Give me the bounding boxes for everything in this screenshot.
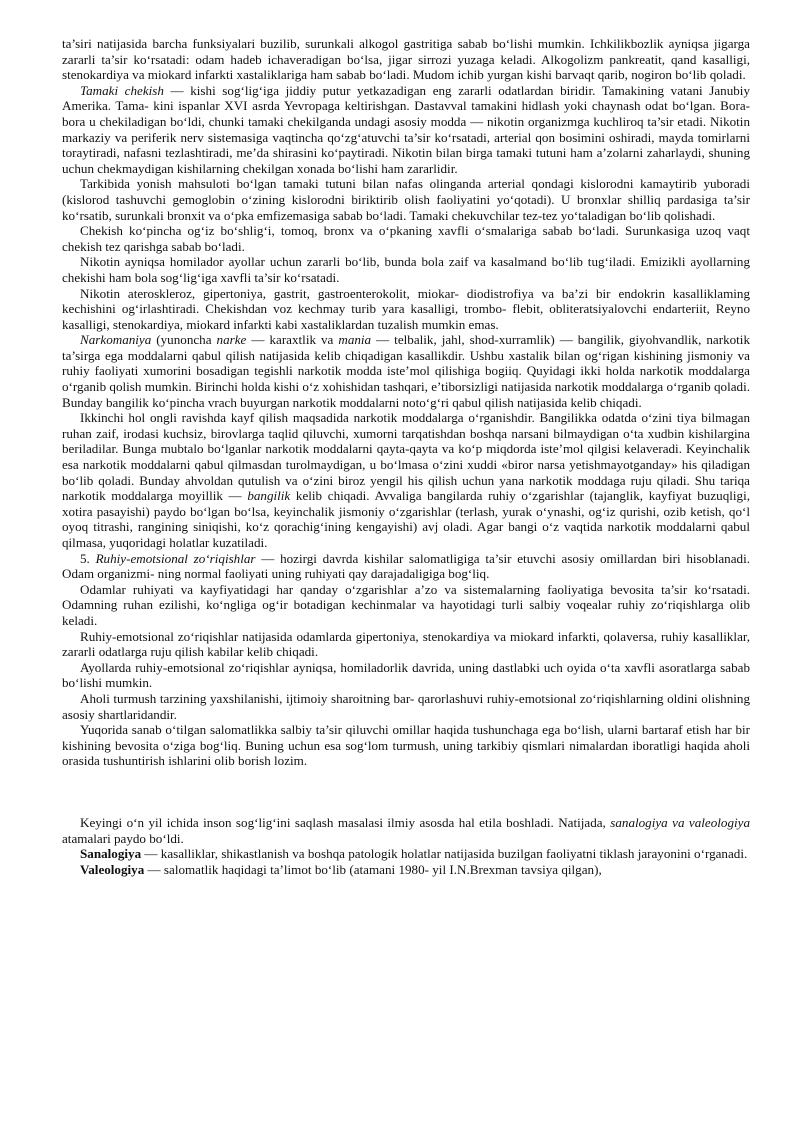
text-run: Odamlar ruhiyati va kayfiyatidagi har qanday o‘zgarishlar a’zo va sistemalarning faoliyatiga bevosita ta’sir ko‘rsatadi. Odamning ruhan ezilishi, ko‘ngliga og‘ir botadigan kechinmalar va hayotidagi turli salbiy voqealar ruhiy zo‘riqishlarga olib keladi. [62,581,750,628]
section-gap [62,769,750,815]
text-run: Nikotin ayniqsa homilador ayollar uchun zararli bo‘lib, bunda bola zaif va kasalmand bo‘lib tug‘iladi. Emizikli ayollarning chekishi ham bola sog‘lig‘iga xavfli ta’sir ko‘rsatadi. [62,254,750,285]
paragraph [62,551,750,582]
paragraph [62,36,750,83]
italic-term: sanalogiya va valeologiya [610,814,750,830]
text-run: 5. [80,550,96,566]
text-run: Ruhiy-emotsional zo‘riqishlar natijasida odamlarda gipertoniya, stenokardiya va miokard infarkti, qolaversa, ruhiy kasalliklar, zararli odatlarga ruju qilish kabilar kelib chiqadi. [62,628,750,660]
text-run: — kasalliklar, shikastlanish va boshqa patologik holatlar natijasida buzilgan faoliyatni tiklash jarayonini o‘rganadi. [141,846,748,862]
text-run: Tarkibida yonish mahsuloti bo‘lgan tamaki tutuni bilan nafas olinganda arterial qondagi kislorodni kamaytirib yuboradi (kislorod tashuvchi gemoglobin o‘zining kislorodni biriktirib olish faoliyatini yo‘qotadi). U bronxlar shilliq pardasiga ta’sir ko‘rsatib, surunkali bronxit va o‘pka emfizemasiga sabab bo‘ladi. Tamaki chekuvchilar tez-tez yo‘taladigan bo‘lib qolishadi. [62,176,750,223]
text-run: atamalari paydo bo‘ldi. [62,830,184,846]
paragraph [62,410,750,550]
paragraph [62,83,750,177]
paragraph [62,691,750,722]
text-run: (yunoncha [151,332,217,348]
text-run: — karaxtlik va [246,332,339,348]
paragraph [62,332,750,410]
paragraph [62,846,750,862]
paragraph [62,862,750,878]
text-run: Ayollarda ruhiy-emotsional zo‘riqishlar ayniqsa, homiladorlik davrida, uning dastlabki uch oyida o‘ta xavfli asoratlarga sabab bo‘lishi mumkin. [62,659,750,691]
italic-term: Narkomaniya [80,332,152,348]
paragraph [62,176,750,223]
text-run: — hozirgi davrda kishilar salomatligiga ta’sir etuvchi asosiy omillardan biri hisoblanadi. Odam organizmi- ning normal faoliyati uning ruhiyati qay darajadaligiga bog‘liq. [62,550,751,582]
italic-term: bangilik [247,488,291,504]
text-run: Yuqorida sanab o‘tilgan salomatlikka salbiy ta’sir qiluvchi omillar haqida tushunchaga ega bo‘lish, ularni bartaraf etish har bir kishining bevosita o‘ziga bog‘liq. Buning uchun esa sog‘lom turmush, uning tarkibiy qismlari nimalardan iboratligi haqida aholi orasida tushuntirish ishlarini olib borish lozim. [62,722,750,769]
text-run: — salomatlik haqidagi ta’limot bo‘lib (atamani 1980- yil I.N.Brexman tavsiya qilgan), [144,861,602,877]
paragraph [62,286,750,333]
paragraph [62,223,750,254]
bold-term: Sanalogiya [80,846,142,862]
text-run: — kishi sog‘lig‘iga jiddiy putur yetkazadigan eng zararli odatlardan biridir. Tamakining vatani Janubiy Amerika. Tama- kini ispanlar XVI asrda Yevropaga keltirishgan. Dastavval tamakini hidlash yoki chaynash odat bo‘lgan. Bora-bora u chekiladigan bo‘ldi, chunki tamaki chekilganda undagi asosiy modda — nikotin organizmga kuchliroq ta’sir etadi. Nikotin markaziy va periferik nerv sistemasiga vaqtincha qo‘zg‘atuvchi ta’sir ko‘rsatadi, arterial qon bosimini oshiradi, mayda tomirlarni toraytiradi, nafasni tezlashtiradi, me’da shirasini ko‘paytiradi. Nikotin bilan birga tamaki tutuni ham a’zolarni zaharlaydi, shuning uchun chekmaydigan kishilarning chekilgan xonada bo‘lishi ham zararlidir. [62,82,750,176]
text-run: Aholi turmush tarzining yaxshilanishi, ijtimoiy sharoitning bar- qarorlashuvi ruhiy-emotsional zo‘riqishlarning oldini olishning asosiy shartlaridandir. [62,690,750,722]
text-run: kelib chiqadi. Avvaliga bangilarda ruhiy o‘zgarishlar (tajanglik, kayfiyat buzuqligi, xotira pasayishi) paydo bo‘lgan bo‘lsa, keyinchalik jismoniy o‘zgarishlar (terlash, yurak o‘ynashi, og‘iz qurishi, ozib ketish, qo‘l oyoq titrashi, rangining siniqishi, ko‘z qorachig‘ining kengayishi) avj oladi. Agar bangi o‘z vaqtida narkotik moddalarni qabul qilmasa, yuqoridagi holatlar kuzatiladi. [62,488,750,550]
paragraph [62,815,750,846]
italic-term: Tamaki chekish [80,82,164,98]
text-run: Keyingi o‘n yil ichida inson sog‘lig‘ini saqlash masalasi ilmiy asosda hal etila boshladi. Natijada, [80,814,611,830]
paragraph [62,582,750,629]
text-run: ta’siri natijasida barcha funksiyalari buzilib, surunkali alkogol gastritiga sabab bo‘lishi mumkin. Ichkilikbozlik ayniqsa jigarga zararli ta’sir ko‘rsatadi: odam hadeb ichaveradigan bo‘lsa, jigar sirrozi yuzaga keladi. Alkogolizm pankreatit, qand kasalligi, stenokardiya va miokard infarkti xastaliklariga ham sabab bo‘ladi. Mudom ichib yurgan kishi barvaqt qarib, nogiron bo‘lib qoladi. [62,36,750,83]
text-run: Chekish ko‘pincha og‘iz bo‘shlig‘i, tomoq, bronx va o‘pkaning xavfli o‘smalariga sabab bo‘ladi. Surunkasiga uzoq vaqt chekish tez qarishga sabab bo‘ladi. [62,223,750,254]
italic-term: narke [216,332,247,348]
document-page [62,36,750,877]
bold-term: Valeologiya [80,861,145,877]
paragraph [62,722,750,769]
text-run: — telbalik, jahl, shod-xurramlik) — bangilik, giyohvandlik, narkotik ta’sirga ega moddalarni qabul qilish natijasida kelib chiqadigan kasallikdir. Ushbu xastalik bilan og‘rigan kishining jismoniy va ruhiy faoliyati xumorini bosadigan tegishli narkotik modda iste’mol qilishiga bogiiq. Quyidagi ikki holda narkotik moddalarga o‘rganib qolish mumkin. Birinchi holda kishi o‘z xohishidan tashqari, e’tiborsizligi natijasida narkotik moddalarga o‘rganib qoladi. Bunday bangilik ko‘pincha vrach buyurgan narkotik moddalarni noto‘g‘ri qabul qilish natijasida kelib chiqadi. [62,332,750,410]
paragraph [62,254,750,285]
italic-term: mania [338,332,372,348]
italic-term: Ruhiy-emotsional zo‘riqishlar [95,550,256,566]
text-run: Nikotin ateroskleroz, gipertoniya, gastrit, gastroenterokolit, miokar- diodistrofiya va ba’zi bir endokrin kasalliklaming kechishini og‘irlashtiradi. Chekishdan voz kechmay turib yara kasalligi, trombo- flebit, obliteratsiyalovchi endarteriit, Reyno kasalligi, stenokardiya, miokard infarkti kabi xastaliklardan tuzalish mumkin emas. [62,285,750,332]
paragraph [62,629,750,660]
text-run: Ikkinchi hol ongli ravishda kayf qilish maqsadida narkotik moddalarga o‘rganishdir. Bangilikka odatda o‘zini tiya bilmagan ruhan zaif, irodasi kuchsiz, birovlarga taqlid qiluvchi, xumorni tarqatishdan boshqa narsani bilmaydigan o‘ta xudbin kishilarginа beriladilar. Bunga mubtalo bo‘lganlar narkotik moddalarni qayta-qayta va ko‘p miqdorda iste’mol qilgisi kelaveradi. Keyinchalik esa narkotik moddalarni qabul qilmasdan turolmaydigan, u bo‘lmasa o‘zini xuddi «biror narsa yetishmayotganday» his qiladigan bo‘lib qoladi. Bunday ahvoldan qutulish va o‘zini biroz yengil his qilish uchun yana narkotik moddaga ruju qiladi. Shu tariqa narkotik moddalarga moyillik — [62,410,750,504]
paragraph [62,660,750,691]
